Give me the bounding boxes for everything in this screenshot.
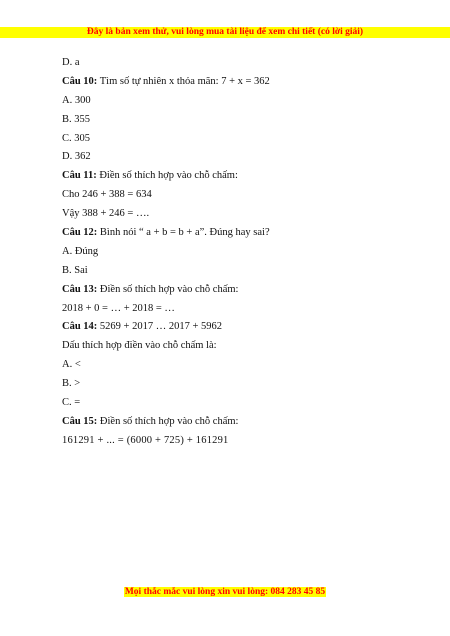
line-text: Điền số thích hợp vào chỗ chấm: <box>97 283 239 295</box>
document-body <box>62 54 392 451</box>
answer-option <box>62 394 392 413</box>
text-line <box>62 54 392 73</box>
answer-option <box>62 375 392 394</box>
line-text: Tìm số tự nhiên x thỏa mãn: 7 + x = 362 <box>97 75 270 87</box>
math-equation <box>62 432 392 451</box>
question-line <box>62 413 392 432</box>
line-text: Điền số thích hợp vào chỗ chấm: <box>97 415 239 427</box>
line-text: Dấu thích hợp điền vào chỗ chấm là: <box>62 340 217 352</box>
text-line <box>62 337 392 356</box>
question-label: Câu 10: <box>62 75 98 87</box>
line-text: 2018 + 0 = … + 2018 = … <box>62 302 175 314</box>
answer-option <box>62 130 392 149</box>
line-text: B. > <box>62 378 81 390</box>
question-label: Câu 13: <box>62 283 98 295</box>
line-text: B. 355 <box>62 113 91 125</box>
line-text: B. Sai <box>62 264 88 276</box>
text-line <box>62 300 392 319</box>
question-line <box>62 73 392 92</box>
question-label: Câu 11: <box>62 170 97 182</box>
line-text: A. Đúng <box>62 245 99 257</box>
question-line <box>62 224 392 243</box>
answer-option <box>62 243 392 262</box>
line-text: A. 300 <box>62 94 91 106</box>
answer-option <box>62 92 392 111</box>
answer-option <box>62 356 392 375</box>
line-text: Điền số thích hợp vào chỗ chấm: <box>96 170 238 182</box>
question-line <box>62 281 392 300</box>
line-text: C. = <box>62 397 81 409</box>
answer-option <box>62 111 392 130</box>
contact-notice-text: Mọi thắc mắc vui lòng xin vui lòng: 084 283 45 85 <box>124 587 326 597</box>
line-text: Cho 246 + 388 = 634 <box>62 189 152 201</box>
line-text: Bình nói “ a + b = b + a”. Đúng hay sai? <box>97 227 270 239</box>
line-text: D. a <box>62 57 80 68</box>
contact-notice-banner <box>0 587 450 598</box>
question-label: Câu 15: <box>62 415 98 427</box>
line-text: A. < <box>62 359 81 371</box>
text-line <box>62 205 392 224</box>
answer-option <box>62 148 392 167</box>
line-text: C. 305 <box>62 132 91 144</box>
question-line <box>62 167 392 186</box>
line-text: 5269 + 2017 … 2017 + 5962 <box>97 321 223 333</box>
line-text: D. 362 <box>62 151 91 163</box>
answer-option <box>62 262 392 281</box>
line-text: 161291 + ... = (6000 + 725) + 161291 <box>62 434 229 446</box>
preview-notice-banner <box>0 27 450 38</box>
text-line <box>62 186 392 205</box>
preview-notice-text: Đây là bản xem thử, vui lòng mua tài liệu để xem chi tiết (có lời giải) <box>86 27 364 37</box>
line-text: Vậy 388 + 246 = …. <box>62 208 150 220</box>
question-label: Câu 14: <box>62 321 98 333</box>
question-label: Câu 12: <box>62 227 98 239</box>
question-line <box>62 318 392 337</box>
